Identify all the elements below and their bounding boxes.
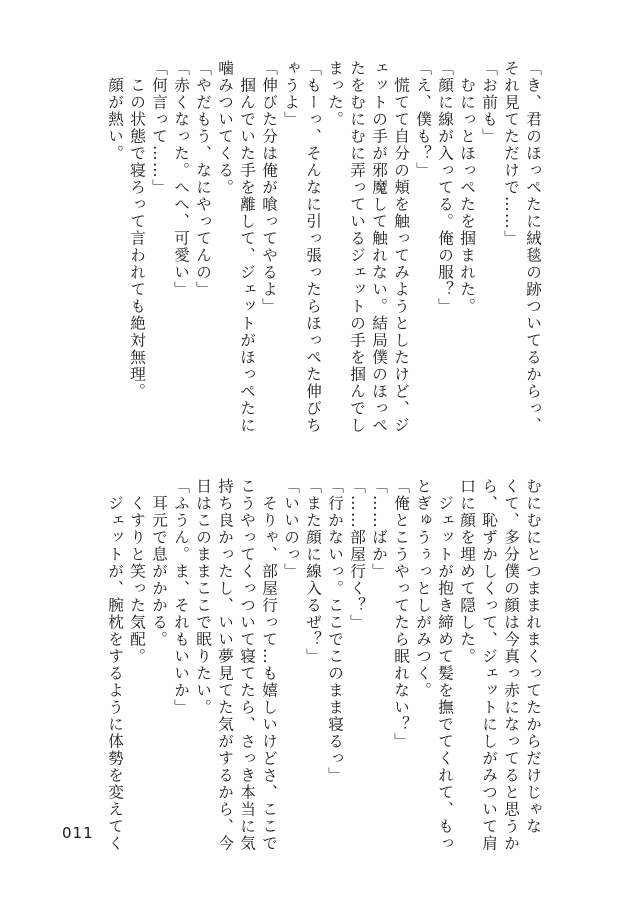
text-line: 耳元で息がかかる。 [150, 478, 168, 648]
text-line: 日はこのままここで眠りたい。 [194, 478, 212, 716]
text-line: 「俺とこうやってたら眠れない？」 [392, 478, 410, 750]
text-line: ジェットが抱き締めて髪を撫でてくれて、もっ [436, 478, 454, 852]
text-line: 「……ばか」 [370, 478, 388, 580]
text-line: そりゃ、部屋行って…も嬉しいけどさ、ここで [260, 478, 278, 852]
text-line: 慌てて自分の頬を触ってみようとしたけど、ジ [392, 60, 410, 434]
text-line: ゃうよ」 [282, 60, 300, 128]
text-line: 「伸びた分は俺が喰ってやるよ」 [260, 60, 278, 315]
page-number: 011 [62, 824, 94, 842]
text-line: くすりと笑った気配。 [128, 478, 146, 665]
text-line: とぎゅうぅっとしがみつく。 [414, 478, 432, 699]
text-line: 顔が熱い。 [106, 60, 124, 162]
text-line: 「え、僕も？」 [414, 60, 432, 179]
text-line: くて、多分僕の顔は今真っ赤になってると思うか [502, 478, 520, 852]
text-line: むにっとほっぺたを掴まれた。 [458, 60, 476, 315]
text-line: 「ふうん。ま、それもいいか」 [172, 478, 190, 716]
text-line: 掴んでいた手を離して、ジェットがほっぺたに [238, 60, 256, 434]
text-line: 「また顔に線入るぜ？」 [304, 478, 322, 665]
text-line: 噛みついてくる。 [216, 60, 234, 196]
text-line: こうやってくっついて寝てたら、さっき本当に気 [238, 478, 256, 852]
text-line: 「顔に線が入ってる。俺の服？」 [436, 60, 454, 315]
text-line: 「もーっ、そんなに引っ張ったらほっぺた伸びち [304, 60, 322, 434]
text-line: 「き、君のほっぺたに絨毯の跡ついてるからっ、 [524, 60, 542, 434]
text-line: ら、恥ずかしくって、ジェットにしがみついて肩 [480, 478, 498, 852]
text-line: ジェットが、腕枕をするように体勢を変えてく [106, 478, 124, 852]
text-block-upper [104, 60, 544, 434]
text-line: それ見てただけで……」 [502, 60, 520, 247]
text-line: むにむにとつままれまくってたからだけじゃな [524, 478, 542, 835]
text-line: ェットの手が邪魔して触れない。結局僕のほっぺ [370, 60, 388, 434]
text-line: 「何言って……」 [150, 60, 168, 196]
text-block-lower [104, 478, 544, 852]
text-line: 「お前も」 [480, 60, 498, 145]
text-line: 「赤くなった。へへ、可愛い」 [172, 60, 190, 298]
text-line: たをむにむに弄っているジェットの手を掴んでし [348, 60, 366, 434]
text-line: 「行かないっ。ここでこのまま寝るっ」 [326, 478, 344, 784]
text-line: この状態で寝ろって言われても絶対無理。 [128, 60, 146, 400]
text-line: 「いいのっ」 [282, 478, 300, 580]
text-line: 「やだもう、なにやってんの」 [194, 60, 212, 298]
text-line: 「……部屋行く？」 [348, 478, 366, 631]
text-line: 口に顔を埋めて隠した。 [458, 478, 476, 665]
text-line: まった。 [326, 60, 344, 128]
text-line: 持ち良かったし、いい夢見てた気がするから、今 [216, 478, 234, 852]
